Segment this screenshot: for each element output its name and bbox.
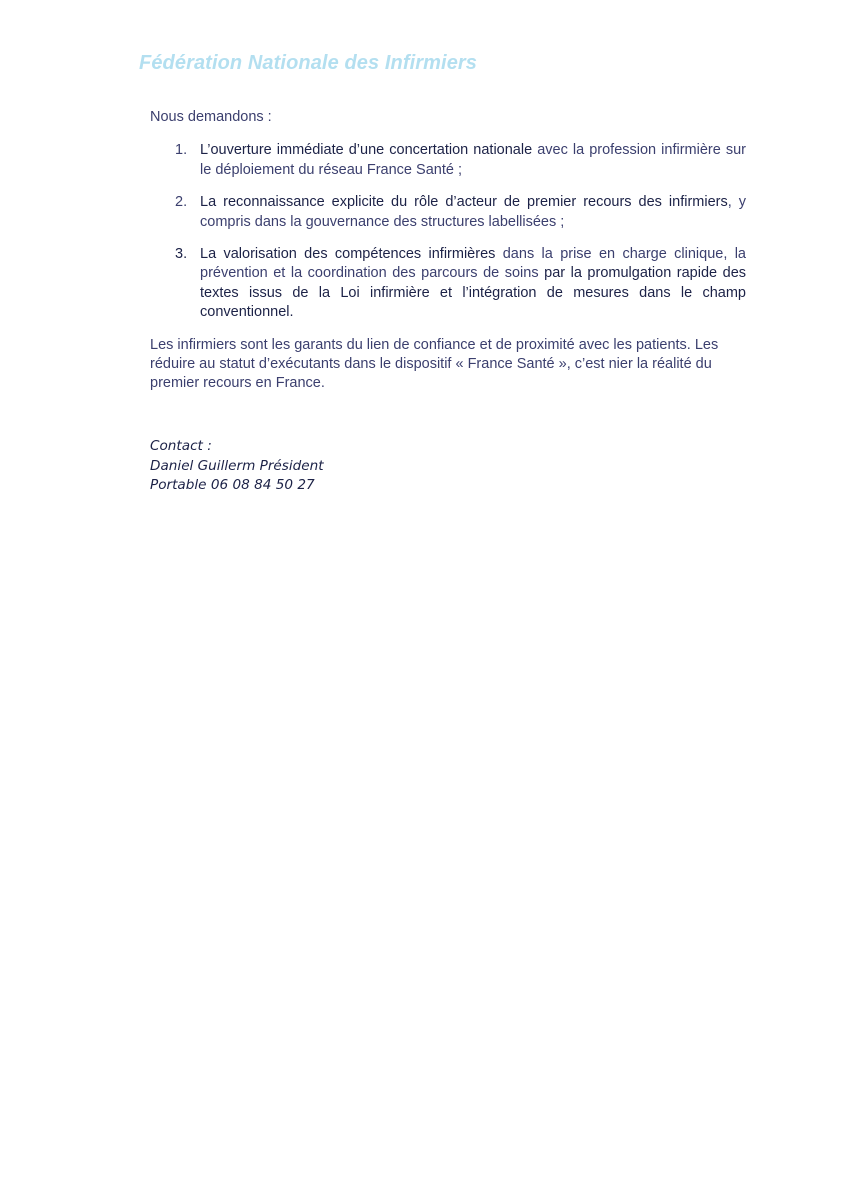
demands-list xyxy=(150,141,746,322)
emphasis-text: par la promulgation rapide des textes issus de la Loi infirmière et l’intégration de mesures dans le champ conventionnel. xyxy=(200,265,747,321)
list-item xyxy=(150,193,746,232)
body-text: dans la prise en charge clinique, la prévention et la coordination des parcours de soins xyxy=(200,246,746,282)
closing-paragraph: Les infirmiers sont les garants du lien de confiance et de proximité avec les patients. Les réduire au statut d’exécutants dans le dispositif « France Santé », c’est nier la réalité du premier recours en France. xyxy=(150,336,719,392)
organization-title: Fédération Nationale des Infirmiers xyxy=(139,52,478,74)
list-item-text xyxy=(200,245,746,323)
list-item xyxy=(150,141,746,180)
emphasis-text: L’ouverture immédiate d’une concertation nationale xyxy=(200,142,533,159)
body-text: avec la profession infirmière sur le déploiement du réseau France Santé ; xyxy=(200,142,746,178)
emphasis-text: La valorisation des compétences infirmières xyxy=(200,246,496,263)
contact-block xyxy=(150,437,324,496)
contact-label: Contact : xyxy=(150,438,212,454)
list-item-number: 3. xyxy=(175,246,188,263)
list-item-text xyxy=(200,141,746,180)
emphasis-text: La reconnaissance explicite du rôle d’acteur de premier recours des infirmiers xyxy=(200,194,728,211)
contact-phone: Portable 06 08 84 50 27 xyxy=(150,477,315,493)
document-body xyxy=(150,108,746,394)
intro-text: Nous demandons : xyxy=(150,109,272,125)
list-item xyxy=(150,245,746,323)
list-item-text xyxy=(200,193,746,232)
list-item-number: 1. xyxy=(175,142,188,159)
list-item-number: 2. xyxy=(175,194,188,211)
contact-name: Daniel Guillerm Président xyxy=(150,457,324,474)
body-text: , y compris dans la gouvernance des structures labellisées ; xyxy=(200,194,746,230)
